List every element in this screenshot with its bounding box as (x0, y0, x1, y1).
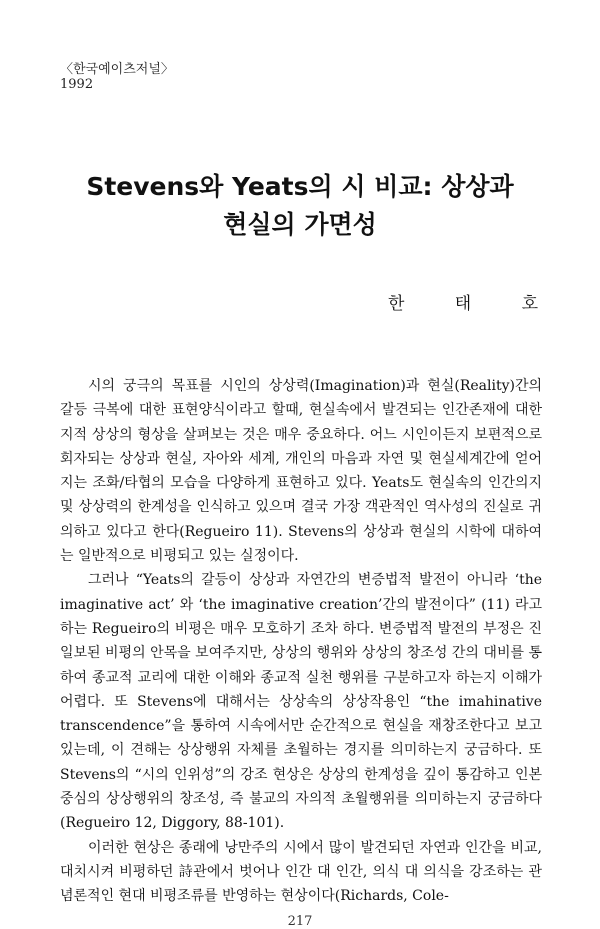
paragraph-1: 시의 궁극의 목표를 시인의 상상력(Imagination)과 현실(Reality)간의 갈등 극복에 대한 표현양식이라고 할때, 현실속에서 발견되는 인간존재에 대한 지적 상상의 형상을 살펴보는 것은 매우 중요하다. 어느 시인이든지 보편적으로 회자되는 상상과 현실, 자아와 세계, 개인의 마음과 자연 및 현실세계간에 얻어지는 조화/타협의 모습을 다양하게 표현하고 있다. Yeats도 현실속의 인간의지 및 상상력의 한계성을 인식하고 있으며 결국 가장 객관적인 역사성의 진실로 귀의하고 있다고 한다(Regueiro 11). Stevens의 상상과 현실의 시학에 대하여는 일반적으로 비평되고 있는 실정이다. (60, 378, 542, 565)
author-char-1: 한 (388, 294, 405, 314)
article-body (60, 374, 542, 909)
page-number: 217 (287, 914, 313, 929)
paragraph-2: 그러나 “Yeats의 갈등이 상상과 자연간의 변증법적 발전이 아니라 ‘the imaginative act’ 와 ‘the imaginative creation’간의 발전이다” (11) 라고 하는 Regueiro의 비평은 매우 모호하기 조차 하다. 변증법적 발전의 부정은 진일보된 비평의 안목을 보여주지만, 상상의 행위와 상상의 창조성 간의 대비를 통하여 종교적 교리에 대한 이해와 종교적 실천 행위를 구분하고자 하는지 이해가 어렵다. 또 Stevens에 대해서는 상상속의 상상작용인 “the imahinative transcendence”을 통하여 시속에서만 순간적으로 현실을 재창조한다고 보고 있는데, 이 견해는 상상행위 자체를 초월하는 경지를 의미하는지 궁금하다. 또 Stevens의 “시의 인위성”의 강조 현상은 상상의 한계성을 깊이 통감하고 인본 중심의 상상행위의 창조성, 즉 불교의 자의적 초월행위를 의미하는지 궁금하다(Regueiro 12, Diggory, 88-101). (60, 572, 542, 832)
journal-header (60, 62, 174, 92)
article-title (0, 168, 600, 244)
author-char-2: 태 (454, 294, 472, 314)
title-line-2: 현실의 가면성 (223, 210, 377, 239)
paragraph-3: 이러한 현상은 종래에 낭만주의 시에서 많이 발견되던 자연과 인간을 비교, 대치시켜 비평하던 詩관에서 벗어나 인간 대 인간, 의식 대 의식을 강조하는 관념론적인 현대 비평조류를 반영하는 현상이다(Richards, Cole- (60, 839, 542, 905)
author-name (388, 289, 538, 314)
journal-year: 1992 (60, 77, 94, 92)
journal-name: 〈한국예이츠저널〉 (60, 62, 174, 77)
title-line-1: Stevens와 Yeats의 시 비교: 상상과 (86, 172, 514, 201)
author-char-3: 호 (521, 294, 538, 314)
